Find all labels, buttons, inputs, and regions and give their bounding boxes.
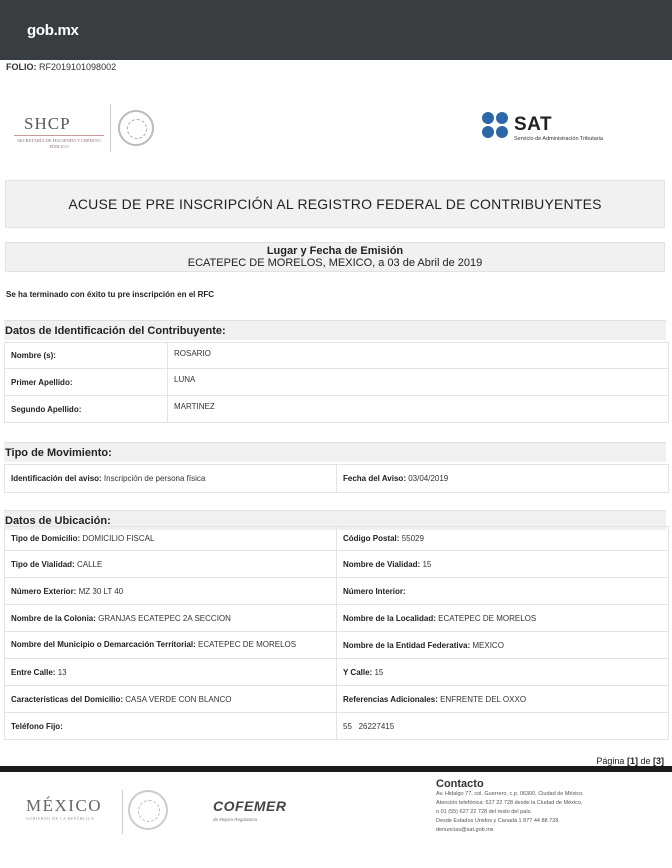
folio-value: RF2019101098002 (39, 62, 117, 72)
field-label: Nombre de Vialidad: (343, 559, 421, 569)
contact-line: Desde Estados Unidos y Canadá 1 877 44 88 728. (436, 818, 560, 824)
cofemer-logo: COFEMER (213, 798, 287, 814)
page-indicator (596, 756, 664, 766)
field-label: Y Calle: (343, 667, 373, 677)
table-row (5, 369, 669, 396)
field-label: Teléfono Fijo: (11, 721, 63, 731)
footer-logo-divider (122, 790, 123, 834)
shcp-rule (14, 135, 104, 136)
section-title-identificacion: Datos de Identificación del Contribuyente: (4, 320, 666, 340)
field-value: ECATEPEC DE MORELOS (438, 613, 537, 623)
field-value: 03/04/2019 (408, 474, 449, 483)
field-label: Código Postal: (343, 534, 400, 543)
table-row (5, 465, 669, 493)
contact-line: Av. Hidalgo 77, col. Guerrero, c.p. 06300, Ciudad de México. (436, 791, 584, 797)
field-label: Tipo de Vialidad: (11, 559, 75, 569)
field-label: Fecha del Aviso: (343, 474, 406, 483)
page-sep: de (640, 756, 651, 766)
national-seal-icon (118, 110, 154, 146)
field-value: DOMICILIO FISCAL (82, 534, 155, 543)
field-label: Nombre de la Localidad: (343, 613, 436, 623)
page-label: Página (596, 756, 625, 766)
field-label: Segundo Apellido: (5, 396, 168, 423)
field-value: GRANJAS ECATEPEC 2A SECCION (98, 613, 231, 623)
sat-name: SAT (514, 114, 553, 135)
field-label: Primer Apellido: (5, 369, 168, 396)
field-value: LUNA (168, 369, 669, 396)
table-row (5, 605, 669, 632)
table-row (5, 578, 669, 605)
contact-title: Contacto (436, 778, 484, 790)
sat-description: Servicio de Administración Tributaria (514, 136, 603, 142)
table-row (5, 659, 669, 686)
folio (6, 62, 116, 72)
field-value: MEXICO (472, 640, 504, 650)
fecha-cell (337, 465, 669, 493)
field-value: 13 (57, 667, 67, 677)
lugar-fecha-label: Lugar y Fecha de Emisión (266, 245, 404, 257)
table-row (5, 713, 669, 740)
movimiento-table (4, 464, 669, 493)
field-label: Nombre de la Entidad Federativa: (343, 640, 471, 650)
field-label: Número Interior: (343, 586, 406, 596)
field-value: ROSARIO (168, 343, 669, 369)
field-value: ECATEPEC DE MORELOS (198, 640, 297, 649)
sat-dots-icon (482, 112, 510, 140)
shcp-logo (14, 104, 164, 154)
mexico-logo (26, 796, 106, 821)
field-value: MZ 30 LT 40 (78, 586, 124, 596)
page-current: [1] (626, 756, 638, 766)
aviso-cell (5, 465, 337, 493)
table-row (5, 343, 669, 369)
identificacion-table (4, 342, 669, 423)
table-row (5, 396, 669, 423)
lugar-fecha-box (5, 242, 665, 272)
field-value: Inscripción de persona física (103, 474, 206, 483)
field-label: Tipo de Domicilio: (11, 534, 81, 543)
field-value: 55029 (401, 534, 424, 543)
field-label: Referencias Adicionales: (343, 694, 438, 704)
field-label: Nombre del Municipio o Demarcación Territorial: (11, 640, 196, 649)
contact-block (436, 778, 666, 835)
lugar-fecha-value: ECATEPEC DE MORELOS, MEXICO, a 03 de Abril de 2019 (187, 257, 483, 269)
footer (0, 772, 672, 868)
field-value: CASA VERDE CON BLANCO (125, 694, 232, 704)
folio-label: FOLIO: (6, 62, 37, 72)
gobmx-logo[interactable]: gob.mx (27, 22, 79, 39)
top-bar (0, 0, 672, 60)
contact-email[interactable]: denuncias@sat.gob.mx (436, 827, 494, 833)
table-row (5, 686, 669, 713)
field-value: 55 26227415 (343, 721, 395, 731)
document-title: ACUSE DE PRE INSCRIPCIÓN AL REGISTRO FEDERAL DE CONTRIBUYENTES (5, 180, 665, 228)
field-value: MARTINEZ (168, 396, 669, 423)
table-row (5, 527, 669, 551)
page-total: [3] (653, 756, 664, 766)
logo-divider (110, 104, 111, 152)
contact-line: Atención telefónica: 627 22 728 desde la Ciudad de México, (436, 800, 583, 806)
mexico-subtitle: GOBIERNO DE LA REPÚBLICA (26, 816, 95, 821)
field-value: 15 (422, 559, 432, 569)
contact-line: o 01 (55) 627 22 728 del resto del país. (436, 809, 533, 815)
ubicacion-table (4, 526, 669, 740)
field-label: Nombre de la Colonia: (11, 613, 96, 623)
field-label: Identificación del aviso: (11, 474, 102, 483)
section-title-movimiento: Tipo de Movimiento: (4, 442, 666, 462)
footer-seal-icon (128, 790, 168, 830)
sat-logo (482, 110, 652, 146)
shcp-subtitle: SECRETARÍA DE HACIENDA Y CRÉDITO PÚBLICO (17, 138, 101, 149)
table-row (5, 632, 669, 659)
table-row (5, 551, 669, 578)
field-label: Nombre (s): (5, 343, 168, 369)
field-label: Características del Domicilio: (11, 694, 124, 704)
field-label: Entre Calle: (11, 667, 56, 677)
field-value: ENFRENTE DEL OXXO (440, 694, 527, 704)
shcp-name: SHCP (24, 114, 71, 133)
field-value: 15 (374, 667, 384, 677)
cofemer-subtitle: de Mejora Regulatoria (213, 817, 258, 822)
success-message: Se ha terminado con éxito tu pre inscripción en el RFC (6, 290, 215, 299)
field-value: CALLE (76, 559, 103, 569)
section-title-ubicacion: Datos de Ubicación: (4, 510, 666, 530)
mexico-name: MÉXICO (26, 796, 103, 815)
field-label: Número Exterior: (11, 586, 77, 596)
